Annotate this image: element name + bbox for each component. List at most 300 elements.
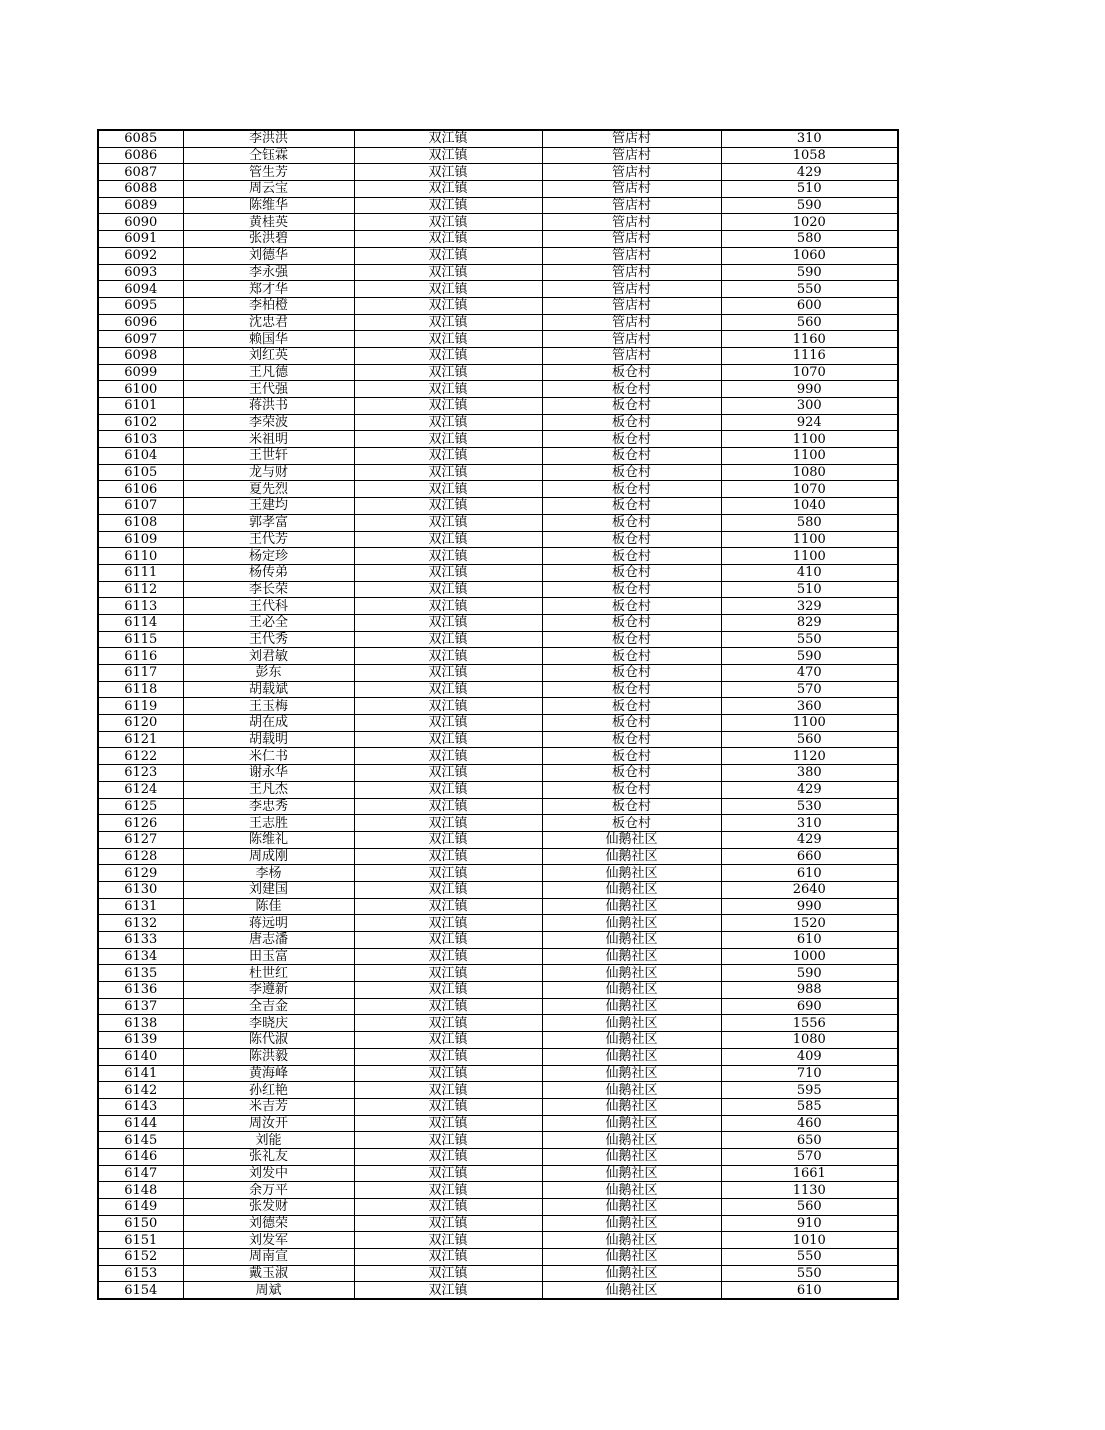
name-cell: 周汝开 xyxy=(183,1115,354,1132)
name-cell: 周成刚 xyxy=(183,848,354,865)
row-number-cell: 6113 xyxy=(98,598,183,615)
village-cell: 板仓村 xyxy=(542,381,721,398)
town-cell: 双江镇 xyxy=(354,448,542,465)
town-cell: 双江镇 xyxy=(354,581,542,598)
row-number-cell: 6115 xyxy=(98,631,183,648)
town-cell: 双江镇 xyxy=(354,881,542,898)
name-cell: 张洪碧 xyxy=(183,231,354,248)
amount-cell: 1000 xyxy=(721,948,898,965)
village-cell: 管店村 xyxy=(542,297,721,314)
records-table-body xyxy=(98,130,898,1299)
amount-cell: 2640 xyxy=(721,881,898,898)
row-number-cell: 6106 xyxy=(98,481,183,498)
village-cell: 管店村 xyxy=(542,247,721,264)
amount-cell: 1060 xyxy=(721,247,898,264)
town-cell: 双江镇 xyxy=(354,247,542,264)
name-cell: 彭东 xyxy=(183,665,354,682)
town-cell: 双江镇 xyxy=(354,481,542,498)
table-row xyxy=(98,431,898,448)
village-cell: 板仓村 xyxy=(542,815,721,832)
village-cell: 管店村 xyxy=(542,147,721,164)
village-cell: 管店村 xyxy=(542,231,721,248)
table-row xyxy=(98,932,898,949)
name-cell: 陈代淑 xyxy=(183,1032,354,1049)
name-cell: 王玉梅 xyxy=(183,698,354,715)
name-cell: 黄海峰 xyxy=(183,1065,354,1082)
row-number-cell: 6107 xyxy=(98,498,183,515)
row-number-cell: 6126 xyxy=(98,815,183,832)
row-number-cell: 6127 xyxy=(98,831,183,848)
row-number-cell: 6138 xyxy=(98,1015,183,1032)
row-number-cell: 6147 xyxy=(98,1165,183,1182)
table-row xyxy=(98,130,898,147)
row-number-cell: 6112 xyxy=(98,581,183,598)
amount-cell: 1070 xyxy=(721,481,898,498)
amount-cell: 924 xyxy=(721,414,898,431)
amount-cell: 1080 xyxy=(721,1032,898,1049)
amount-cell: 590 xyxy=(721,648,898,665)
amount-cell: 329 xyxy=(721,598,898,615)
table-row xyxy=(98,815,898,832)
name-cell: 胡载明 xyxy=(183,731,354,748)
town-cell: 双江镇 xyxy=(354,781,542,798)
row-number-cell: 6123 xyxy=(98,765,183,782)
name-cell: 李忠秀 xyxy=(183,798,354,815)
amount-cell: 1040 xyxy=(721,498,898,515)
row-number-cell: 6111 xyxy=(98,564,183,581)
town-cell: 双江镇 xyxy=(354,815,542,832)
table-row xyxy=(98,698,898,715)
village-cell: 仙鹅社区 xyxy=(542,932,721,949)
town-cell: 双江镇 xyxy=(354,765,542,782)
row-number-cell: 6098 xyxy=(98,347,183,364)
table-row xyxy=(98,381,898,398)
town-cell: 双江镇 xyxy=(354,314,542,331)
village-cell: 板仓村 xyxy=(542,665,721,682)
town-cell: 双江镇 xyxy=(354,548,542,565)
town-cell: 双江镇 xyxy=(354,932,542,949)
row-number-cell: 6093 xyxy=(98,264,183,281)
name-cell: 唐志潘 xyxy=(183,932,354,949)
table-row xyxy=(98,147,898,164)
table-row xyxy=(98,1082,898,1099)
row-number-cell: 6148 xyxy=(98,1182,183,1199)
name-cell: 王志胜 xyxy=(183,815,354,832)
name-cell: 周云宝 xyxy=(183,181,354,198)
table-row xyxy=(98,881,898,898)
town-cell: 双江镇 xyxy=(354,848,542,865)
name-cell: 郑才华 xyxy=(183,281,354,298)
town-cell: 双江镇 xyxy=(354,698,542,715)
village-cell: 管店村 xyxy=(542,281,721,298)
village-cell: 仙鹅社区 xyxy=(542,1032,721,1049)
amount-cell: 429 xyxy=(721,781,898,798)
amount-cell: 829 xyxy=(721,614,898,631)
name-cell: 米祖明 xyxy=(183,431,354,448)
table-row xyxy=(98,414,898,431)
village-cell: 仙鹅社区 xyxy=(542,1048,721,1065)
row-number-cell: 6144 xyxy=(98,1115,183,1132)
amount-cell: 1130 xyxy=(721,1182,898,1199)
table-row xyxy=(98,648,898,665)
town-cell: 双江镇 xyxy=(354,998,542,1015)
town-cell: 双江镇 xyxy=(354,648,542,665)
amount-cell: 910 xyxy=(721,1215,898,1232)
village-cell: 板仓村 xyxy=(542,364,721,381)
name-cell: 刘能 xyxy=(183,1132,354,1149)
amount-cell: 510 xyxy=(721,581,898,598)
town-cell: 双江镇 xyxy=(354,347,542,364)
row-number-cell: 6114 xyxy=(98,614,183,631)
table-row xyxy=(98,564,898,581)
amount-cell: 590 xyxy=(721,965,898,982)
row-number-cell: 6110 xyxy=(98,548,183,565)
town-cell: 双江镇 xyxy=(354,1148,542,1165)
row-number-cell: 6131 xyxy=(98,898,183,915)
town-cell: 双江镇 xyxy=(354,214,542,231)
table-row xyxy=(98,765,898,782)
table-row xyxy=(98,614,898,631)
village-cell: 仙鹅社区 xyxy=(542,1015,721,1032)
table-row xyxy=(98,1199,898,1216)
village-cell: 仙鹅社区 xyxy=(542,1232,721,1249)
amount-cell: 650 xyxy=(721,1132,898,1149)
town-cell: 双江镇 xyxy=(354,614,542,631)
town-cell: 双江镇 xyxy=(354,681,542,698)
village-cell: 板仓村 xyxy=(542,598,721,615)
table-row xyxy=(98,214,898,231)
name-cell: 田玉富 xyxy=(183,948,354,965)
name-cell: 黄桂英 xyxy=(183,214,354,231)
village-cell: 板仓村 xyxy=(542,481,721,498)
name-cell: 余万平 xyxy=(183,1182,354,1199)
name-cell: 李晓庆 xyxy=(183,1015,354,1032)
row-number-cell: 6102 xyxy=(98,414,183,431)
amount-cell: 550 xyxy=(721,1265,898,1282)
amount-cell: 570 xyxy=(721,1148,898,1165)
amount-cell: 429 xyxy=(721,831,898,848)
village-cell: 仙鹅社区 xyxy=(542,865,721,882)
town-cell: 双江镇 xyxy=(354,1232,542,1249)
name-cell: 刘发中 xyxy=(183,1165,354,1182)
row-number-cell: 6137 xyxy=(98,998,183,1015)
town-cell: 双江镇 xyxy=(354,1048,542,1065)
row-number-cell: 6139 xyxy=(98,1032,183,1049)
table-row xyxy=(98,1032,898,1049)
row-number-cell: 6121 xyxy=(98,731,183,748)
amount-cell: 1100 xyxy=(721,531,898,548)
village-cell: 板仓村 xyxy=(542,431,721,448)
row-number-cell: 6130 xyxy=(98,881,183,898)
village-cell: 仙鹅社区 xyxy=(542,1215,721,1232)
name-cell: 胡在成 xyxy=(183,715,354,732)
table-row xyxy=(98,665,898,682)
table-row xyxy=(98,598,898,615)
table-row xyxy=(98,1048,898,1065)
town-cell: 双江镇 xyxy=(354,1115,542,1132)
table-row xyxy=(98,464,898,481)
town-cell: 双江镇 xyxy=(354,948,542,965)
village-cell: 仙鹅社区 xyxy=(542,1132,721,1149)
town-cell: 双江镇 xyxy=(354,748,542,765)
amount-cell: 990 xyxy=(721,898,898,915)
row-number-cell: 6150 xyxy=(98,1215,183,1232)
village-cell: 板仓村 xyxy=(542,581,721,598)
amount-cell: 1058 xyxy=(721,147,898,164)
town-cell: 双江镇 xyxy=(354,1098,542,1115)
town-cell: 双江镇 xyxy=(354,464,542,481)
town-cell: 双江镇 xyxy=(354,364,542,381)
table-row xyxy=(98,197,898,214)
amount-cell: 660 xyxy=(721,848,898,865)
town-cell: 双江镇 xyxy=(354,498,542,515)
row-number-cell: 6153 xyxy=(98,1265,183,1282)
amount-cell: 380 xyxy=(721,765,898,782)
amount-cell: 1160 xyxy=(721,331,898,348)
row-number-cell: 6116 xyxy=(98,648,183,665)
village-cell: 仙鹅社区 xyxy=(542,1282,721,1299)
name-cell: 李遵新 xyxy=(183,982,354,999)
village-cell: 仙鹅社区 xyxy=(542,1249,721,1266)
row-number-cell: 6090 xyxy=(98,214,183,231)
village-cell: 管店村 xyxy=(542,331,721,348)
town-cell: 双江镇 xyxy=(354,665,542,682)
amount-cell: 409 xyxy=(721,1048,898,1065)
name-cell: 沈忠君 xyxy=(183,314,354,331)
village-cell: 板仓村 xyxy=(542,548,721,565)
row-number-cell: 6117 xyxy=(98,665,183,682)
amount-cell: 560 xyxy=(721,731,898,748)
town-cell: 双江镇 xyxy=(354,1132,542,1149)
town-cell: 双江镇 xyxy=(354,715,542,732)
name-cell: 王代强 xyxy=(183,381,354,398)
name-cell: 全吉金 xyxy=(183,998,354,1015)
row-number-cell: 6122 xyxy=(98,748,183,765)
table-row xyxy=(98,865,898,882)
table-row xyxy=(98,1232,898,1249)
village-cell: 板仓村 xyxy=(542,781,721,798)
row-number-cell: 6132 xyxy=(98,915,183,932)
name-cell: 戴玉淑 xyxy=(183,1265,354,1282)
village-cell: 管店村 xyxy=(542,130,721,147)
amount-cell: 1120 xyxy=(721,748,898,765)
town-cell: 双江镇 xyxy=(354,631,542,648)
village-cell: 管店村 xyxy=(542,197,721,214)
name-cell: 张礼友 xyxy=(183,1148,354,1165)
village-cell: 管店村 xyxy=(542,347,721,364)
name-cell: 郭孝富 xyxy=(183,514,354,531)
row-number-cell: 6092 xyxy=(98,247,183,264)
amount-cell: 590 xyxy=(721,197,898,214)
town-cell: 双江镇 xyxy=(354,130,542,147)
name-cell: 陈佳 xyxy=(183,898,354,915)
village-cell: 仙鹅社区 xyxy=(542,1182,721,1199)
row-number-cell: 6124 xyxy=(98,781,183,798)
table-row xyxy=(98,164,898,181)
village-cell: 仙鹅社区 xyxy=(542,1082,721,1099)
village-cell: 管店村 xyxy=(542,181,721,198)
table-row xyxy=(98,1282,898,1299)
table-row xyxy=(98,731,898,748)
town-cell: 双江镇 xyxy=(354,1165,542,1182)
amount-cell: 610 xyxy=(721,1282,898,1299)
amount-cell: 1100 xyxy=(721,448,898,465)
table-row xyxy=(98,998,898,1015)
table-row xyxy=(98,1115,898,1132)
table-row xyxy=(98,948,898,965)
data-sheet xyxy=(97,129,897,1300)
name-cell: 赖国华 xyxy=(183,331,354,348)
name-cell: 杜世红 xyxy=(183,965,354,982)
town-cell: 双江镇 xyxy=(354,264,542,281)
town-cell: 双江镇 xyxy=(354,831,542,848)
town-cell: 双江镇 xyxy=(354,381,542,398)
town-cell: 双江镇 xyxy=(354,181,542,198)
name-cell: 王代科 xyxy=(183,598,354,615)
name-cell: 仝钰霖 xyxy=(183,147,354,164)
row-number-cell: 6097 xyxy=(98,331,183,348)
amount-cell: 1010 xyxy=(721,1232,898,1249)
row-number-cell: 6109 xyxy=(98,531,183,548)
table-row xyxy=(98,1132,898,1149)
table-row xyxy=(98,498,898,515)
town-cell: 双江镇 xyxy=(354,1199,542,1216)
table-row xyxy=(98,314,898,331)
town-cell: 双江镇 xyxy=(354,1032,542,1049)
amount-cell: 310 xyxy=(721,130,898,147)
row-number-cell: 6140 xyxy=(98,1048,183,1065)
village-cell: 仙鹅社区 xyxy=(542,1265,721,1282)
town-cell: 双江镇 xyxy=(354,297,542,314)
amount-cell: 470 xyxy=(721,665,898,682)
table-row xyxy=(98,581,898,598)
name-cell: 李长荣 xyxy=(183,581,354,598)
village-cell: 仙鹅社区 xyxy=(542,1165,721,1182)
amount-cell: 1116 xyxy=(721,347,898,364)
name-cell: 谢永华 xyxy=(183,765,354,782)
table-row xyxy=(98,1249,898,1266)
amount-cell: 610 xyxy=(721,932,898,949)
name-cell: 李杨 xyxy=(183,865,354,882)
name-cell: 周斌 xyxy=(183,1282,354,1299)
name-cell: 刘发军 xyxy=(183,1232,354,1249)
amount-cell: 710 xyxy=(721,1065,898,1082)
name-cell: 王代芳 xyxy=(183,531,354,548)
village-cell: 仙鹅社区 xyxy=(542,948,721,965)
row-number-cell: 6141 xyxy=(98,1065,183,1082)
village-cell: 板仓村 xyxy=(542,765,721,782)
table-row xyxy=(98,1215,898,1232)
table-row xyxy=(98,831,898,848)
row-number-cell: 6149 xyxy=(98,1199,183,1216)
table-row xyxy=(98,514,898,531)
row-number-cell: 6103 xyxy=(98,431,183,448)
town-cell: 双江镇 xyxy=(354,1282,542,1299)
row-number-cell: 6105 xyxy=(98,464,183,481)
name-cell: 李柏橙 xyxy=(183,297,354,314)
row-number-cell: 6133 xyxy=(98,932,183,949)
table-row xyxy=(98,398,898,415)
table-row xyxy=(98,681,898,698)
amount-cell: 530 xyxy=(721,798,898,815)
village-cell: 板仓村 xyxy=(542,681,721,698)
table-row xyxy=(98,965,898,982)
table-row xyxy=(98,1015,898,1032)
table-row xyxy=(98,264,898,281)
town-cell: 双江镇 xyxy=(354,982,542,999)
amount-cell: 570 xyxy=(721,681,898,698)
name-cell: 胡载斌 xyxy=(183,681,354,698)
row-number-cell: 6101 xyxy=(98,398,183,415)
table-row xyxy=(98,798,898,815)
row-number-cell: 6089 xyxy=(98,197,183,214)
town-cell: 双江镇 xyxy=(354,865,542,882)
table-row xyxy=(98,548,898,565)
amount-cell: 585 xyxy=(721,1098,898,1115)
village-cell: 板仓村 xyxy=(542,498,721,515)
town-cell: 双江镇 xyxy=(354,564,542,581)
village-cell: 板仓村 xyxy=(542,531,721,548)
row-number-cell: 6100 xyxy=(98,381,183,398)
amount-cell: 429 xyxy=(721,164,898,181)
village-cell: 仙鹅社区 xyxy=(542,998,721,1015)
amount-cell: 360 xyxy=(721,698,898,715)
amount-cell: 580 xyxy=(721,231,898,248)
table-row xyxy=(98,848,898,865)
name-cell: 刘建国 xyxy=(183,881,354,898)
name-cell: 刘德荣 xyxy=(183,1215,354,1232)
village-cell: 仙鹅社区 xyxy=(542,1199,721,1216)
row-number-cell: 6118 xyxy=(98,681,183,698)
name-cell: 杨传弟 xyxy=(183,564,354,581)
name-cell: 王建均 xyxy=(183,498,354,515)
village-cell: 板仓村 xyxy=(542,715,721,732)
row-number-cell: 6142 xyxy=(98,1082,183,1099)
amount-cell: 560 xyxy=(721,1199,898,1216)
records-table xyxy=(97,129,899,1300)
amount-cell: 595 xyxy=(721,1082,898,1099)
town-cell: 双江镇 xyxy=(354,898,542,915)
name-cell: 李洪洪 xyxy=(183,130,354,147)
name-cell: 李荣波 xyxy=(183,414,354,431)
town-cell: 双江镇 xyxy=(354,1015,542,1032)
table-row xyxy=(98,448,898,465)
village-cell: 仙鹅社区 xyxy=(542,881,721,898)
table-row xyxy=(98,715,898,732)
table-row xyxy=(98,1098,898,1115)
row-number-cell: 6136 xyxy=(98,982,183,999)
row-number-cell: 6104 xyxy=(98,448,183,465)
amount-cell: 590 xyxy=(721,264,898,281)
name-cell: 蒋远明 xyxy=(183,915,354,932)
name-cell: 夏先烈 xyxy=(183,481,354,498)
table-row xyxy=(98,297,898,314)
name-cell: 李永强 xyxy=(183,264,354,281)
amount-cell: 600 xyxy=(721,297,898,314)
name-cell: 杨定珍 xyxy=(183,548,354,565)
village-cell: 板仓村 xyxy=(542,798,721,815)
row-number-cell: 6151 xyxy=(98,1232,183,1249)
village-cell: 板仓村 xyxy=(542,748,721,765)
village-cell: 板仓村 xyxy=(542,564,721,581)
name-cell: 管生芳 xyxy=(183,164,354,181)
town-cell: 双江镇 xyxy=(354,164,542,181)
name-cell: 米仁书 xyxy=(183,748,354,765)
amount-cell: 1100 xyxy=(721,431,898,448)
town-cell: 双江镇 xyxy=(354,281,542,298)
town-cell: 双江镇 xyxy=(354,1082,542,1099)
row-number-cell: 6146 xyxy=(98,1148,183,1165)
